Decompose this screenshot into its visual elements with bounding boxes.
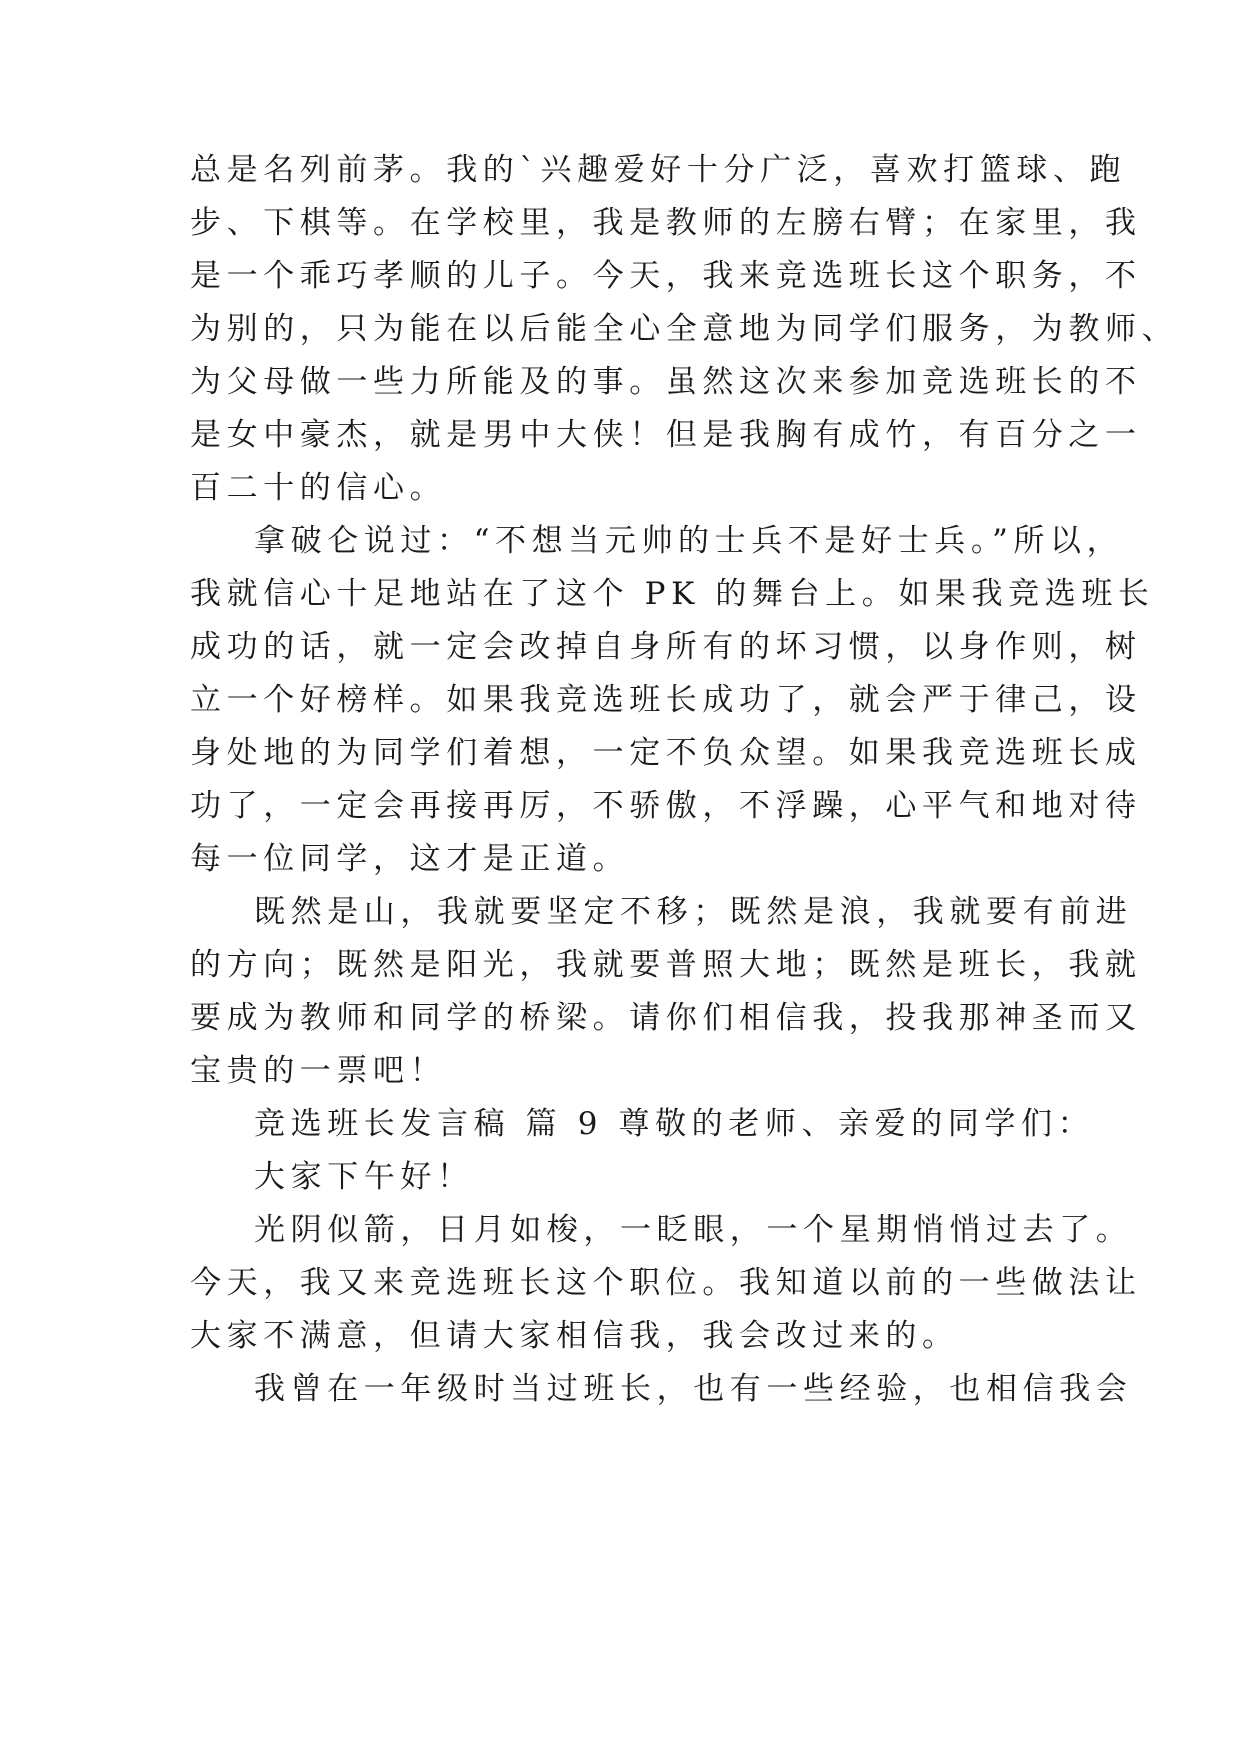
- paragraph-first-line: 我曾在一年级时当过班长，也有一些经验，也相信我会: [254, 1371, 1133, 1407]
- text-line: 总是名列前茅。我的`兴趣爱好十分广泛，喜欢打篮球、跑: [190, 152, 1127, 188]
- text-line: 是女中豪杰，就是男中大侠！但是我胸有成竹，有百分之一: [190, 417, 1142, 453]
- text-line: 大家不满意，但请大家相信我，我会改过来的。: [190, 1318, 959, 1354]
- text-line: 步、下棋等。在学校里，我是教师的左膀右臂；在家里，我: [190, 205, 1142, 241]
- text-line: 为别的，只为能在以后能全心全意地为同学们服务，为教师、: [190, 311, 1179, 347]
- paragraph-first-line: 拿破仑说过：“不想当元帅的士兵不是好士兵。”所以，: [254, 523, 1124, 559]
- text-line: 功了，一定会再接再厉，不骄傲，不浮躁，心平气和地对待: [190, 788, 1142, 824]
- section-heading-line: 竞选班长发言稿 篇 9 尊敬的老师、亲爱的同学们：: [254, 1106, 1095, 1142]
- text-line: 的方向；既然是阳光，我就要普照大地；既然是班长，我就: [190, 947, 1142, 983]
- text-line: 每一位同学，这才是正道。: [190, 841, 630, 877]
- text-line: 立一个好榜样。如果我竞选班长成功了，就会严于律己，设: [190, 682, 1142, 718]
- text-line: 身处地的为同学们着想，一定不负众望。如果我竞选班长成: [190, 735, 1142, 771]
- paragraph-first-line: 既然是山，我就要坚定不移；既然是浪，我就要有前进: [254, 894, 1133, 930]
- text-line: 为父母做一些力所能及的事。虽然这次来参加竞选班长的不: [190, 364, 1142, 400]
- text-line: 宝贵的一票吧！: [190, 1053, 447, 1089]
- text-line: 我就信心十足地站在了这个 PK 的舞台上。如果我竞选班长: [190, 576, 1155, 612]
- greeting-line: 大家下午好！: [254, 1159, 474, 1195]
- paragraph-first-line: 光阴似箭，日月如梭，一眨眼，一个星期悄悄过去了。: [254, 1212, 1133, 1248]
- text-line: 今天，我又来竞选班长这个职位。我知道以前的一些做法让: [190, 1265, 1142, 1301]
- text-line: 要成为教师和同学的桥梁。请你们相信我，投我那神圣而又: [190, 1000, 1142, 1036]
- text-line: 百二十的信心。: [190, 470, 447, 506]
- text-line: 成功的话，就一定会改掉自身所有的坏习惯，以身作则，树: [190, 629, 1142, 665]
- text-line: 是一个乖巧孝顺的儿子。今天，我来竞选班长这个职务，不: [190, 258, 1142, 294]
